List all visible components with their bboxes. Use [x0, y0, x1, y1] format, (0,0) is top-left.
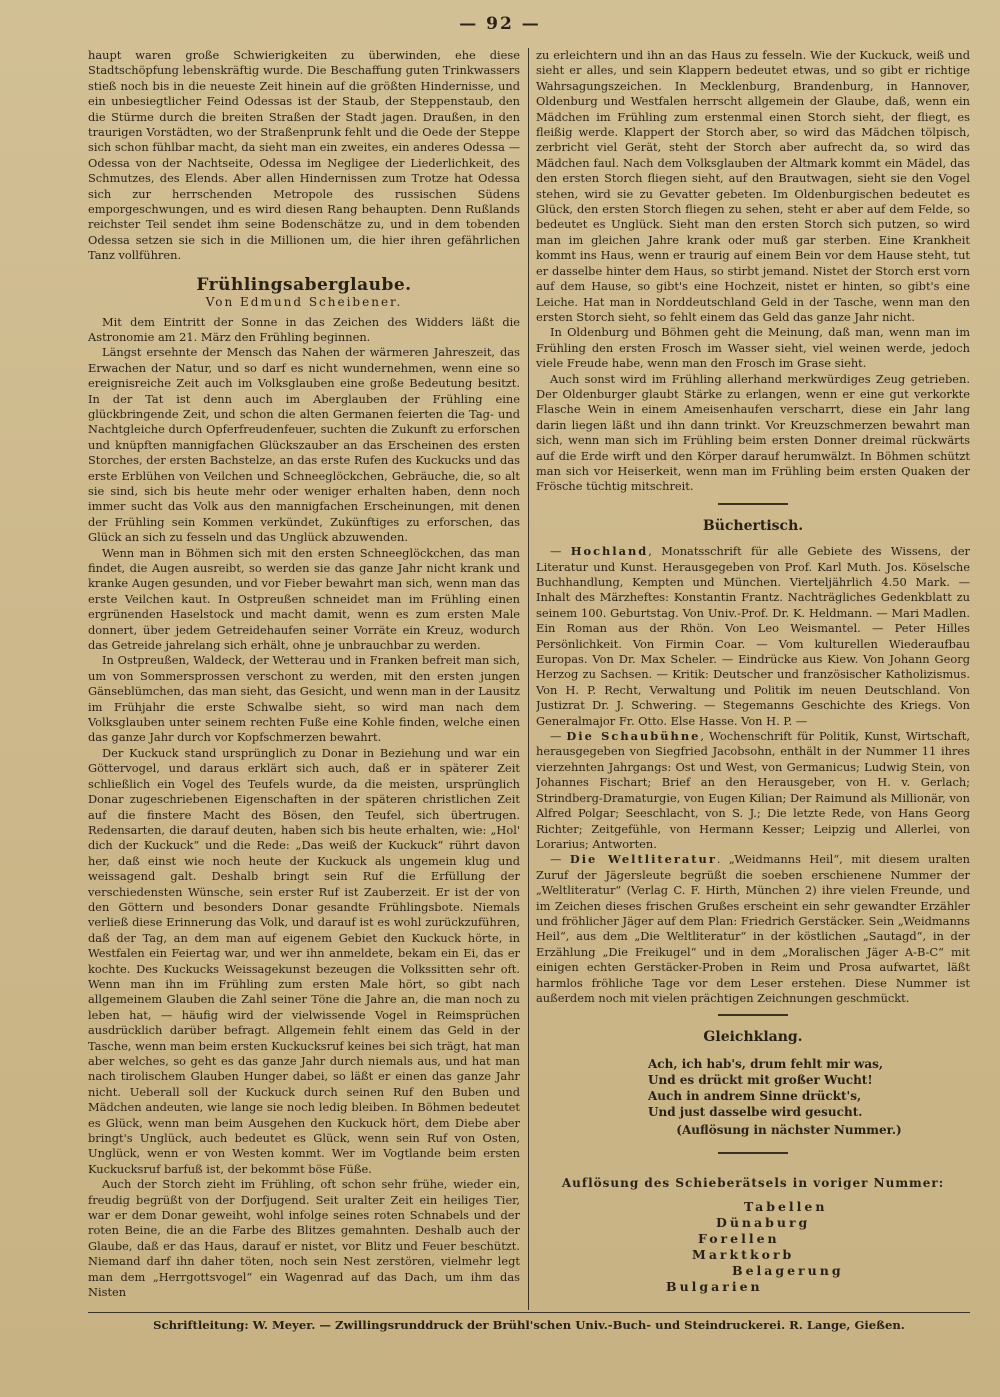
book-text: , Wochenschrift für Politik, Kunst, Wirtschaft, herausgegeben von Siegfried Jacobsohn, enthält in der Nummer 11 ihres vierzehnten Jahrgangs: Ost und West, von Germanicus; Ludwig Stein, von Johannes Fischart; Brief an den Herausgeber, von H. v. Gerlach; Strindberg-Dramaturgie, von Eugen Kilian; Der Raimund als Millionär, von Alfred Polgar; Seeschlacht, von S. J.; Die letzte Rede, von Hans Georg Richter; Zeitgefühle, von Hermann Kesser; Leipzig und Allerlei, von Lorarius; Antworten.: [536, 729, 970, 851]
solution-word: Marktkorb: [692, 1247, 795, 1263]
riddle-line: Und just dasselbe wird gesucht.: [648, 1104, 863, 1119]
footer-divider: [88, 1312, 970, 1313]
article-paragraph: Wenn man in Böhmen sich mit den ersten Schneeglöckchen, das man findet, die Augen ausreibt, so werden sie das ganze Jahr nicht krank und kranke Augen gesunden, und vor Fieber bewahrt man sich, wenn man das erste Veilchen kaut. In Ostpreußen schneidet man im Frühling einen ergrünenden Haselstock und macht damit, wenn es zum ersten Male donnert, über jedem Getreidehaufen seiner Vorräte ein Kreuz, wodurch das Getreide jahrelang sich erhält, ohne je unbrauchbar zu werden.: [88, 545, 520, 653]
article-paragraph: Auch der Storch zieht im Frühling, oft schon sehr frühe, wieder ein, freudig begrüßt von der Dorfjugend. Seit uralter Zeit ein heiliges Tier, war er dem Donar geweiht, wohl infolge seines roten Schnabels und der roten Beine, die an die Farbe des Blitzes gemahnten. Deshalb auch der Glaube, daß er das Haus, darauf er nistet, vor Blitz und Feuer beschützt. Niemand darf ihn daher töten, noch sein Nest zerstören, vielmehr legt man dem „Herrgottsvogel“ ein Wagenrad auf das Dach, um ihm das Nisten: [88, 1177, 520, 1300]
section-divider: [718, 1014, 788, 1016]
article-byline: Von Edmund Scheibener.: [205, 295, 403, 310]
book-review: — Die Schaubühne, Wochenschrift für Politik, Kunst, Wirtschaft, herausgegeben von Siegfried Jacobsohn, enthält in der Nummer 11 ihres vierzehnten Jahrgangs: Ost und West, von Germanicus; Ludwig Stein, von Johannes Fischart; Brief an den Herausgeber, von H. v. Gerlach; Strindberg-Dramaturgie, von Eugen Kilian; Der Raimund als Millionär, von Alfred Polgar; Seeschlacht, von S. J.; Die letzte Rede, von Hans Georg Richter; Zeitgefühle, von Hermann Kesser; Leipzig und Allerlei, von Lorarius; Antworten.: [536, 729, 970, 851]
book-review: — Hochland, Monatsschrift für alle Gebiete des Wissens, der Literatur und Kunst. Herausgegeben von Prof. Karl Muth. Jos. Köselsche Buchhandlung, Kempten und München. Vierteljährlich 4.50 Mark. — Inhalt des Märzheftes: Konstantin Frantz. Nachträgliches Gedenkblatt zu seinem 100. Geburtstag. Von Univ.-Prof. Dr. K. Heldmann. — Mari Madlen. Ein Roman aus der Rhön. Von Leo Weismantel. — Peter Hilles Persönlichkeit. Von Firmin Coar. — Vom kulturellen Wiederaufbau Europas. Von Dr. Max Scheler. — Eindrücke aus Kiew. Von Johann Georg Herzog zu Sachsen. — Kritik: Deutscher und französischer Katholizismus. Von H. P. Recht, Verwaltung und Politik im neuen Deutschland. Von Justizrat Dr. J. Schwering. — Stegemanns Geschichte des Kriegs. Von Generalmajor Fr. Otto. Else Hasse. Von H. P. —: [536, 544, 970, 728]
solution-word: Dünaburg: [716, 1215, 811, 1231]
riddle-line: Auch in andrem Sinne drückt's,: [648, 1088, 862, 1103]
article-paragraph: Auch sonst wird im Frühling allerhand merkwürdiges Zeug getrieben. Der Oldenburger glaubt Stärke zu erlangen, wenn er eine gut verkorkte Flasche Wein in einem Ameisenhaufen verscharrt, diese ein Jahr lang darin liegen läßt und ihn dann trinkt. Vor Kreuzschmerzen bewahrt man sich, wenn man sich im Frühling beim ersten Donner dreimal rückwärts auf die Erde wirft und den Körper darauf herumwälzt. In Böhmen schützt man sich vor Heiserkeit, wenn man im Frühling beim ersten Quaken der Frösche tüchtig mitschreit.: [536, 371, 970, 494]
books-title: Büchertisch.: [702, 517, 804, 534]
imprint-footer: Schriftleitung: W. Meyer. — Zwillingsrunddruck der Brühl'schen Univ.-Buch- und Steindruckerei. R. Lange, Gießen.: [153, 1318, 905, 1332]
article-paragraph: In Oldenburg und Böhmen geht die Meinung, daß man, wenn man im Frühling den ersten Frosch im Wasser sieht, viel weinen werde, jedoch viele Freude habe, wenn man den Frosch im Grase sieht.: [536, 325, 970, 371]
intro-paragraph: haupt waren große Schwierigkeiten zu überwinden, ehe diese Stadtschöpfung lebenskräftig wurde. Die Beschaffung guten Trinkwassers stieß noch bis in die neueste Zeit hinein auf die größten Hindernisse, und ein unbesiegtlicher Feind Odessas ist der Staub, der Steppenstaub, den die Stürme durch die breiten Straßen der Stadt jagen. Draußen, in den traurigen Vorstädten, wo der Straßenprunk fehlt und die Oede der Steppe sich schon fühlbar macht, da sieht man ein zweites, ein anderes Odessa — Odessa von der Nachtseite, Odessa im Negligee der Liederlichkeit, des Schmutzes, des Elends. Aber allen Hindernissen zum Trotze hat Odessa sich zur herrschenden Metropole des russischen Südens emporgeschwungen, und es wird diesen Rang behaupten. Denn Rußlands reichster Teil sendet ihm seine Bodenschätze zu, und in dem tobenden Odessa setzen sie sich in die Millionen um, die hier ihren gefährlichen Tanz vollführen.: [88, 48, 520, 263]
solution-word: Belagerung: [732, 1263, 844, 1279]
book-name: Hochland: [570, 544, 649, 559]
riddle-line: Und es drückt mit großer Wucht!: [648, 1072, 873, 1087]
article-paragraph: Längst ersehnte der Mensch das Nahen der wärmeren Jahreszeit, das Erwachen der Natur, und so darf es nicht wundernehmen, wenn eine so ereignisreiche Zeit auch im Volksglauben eine große Bedeutung besitzt. In der Tat ist denn auch im Aberglauben der Frühling eine glückbringende Zeit, und schon die alten Germanen feierten die Tag- und Nachtgleiche durch Opferfreudenfeuer, suchten die Zukunft zu erforschen und knüpften mannigfachen Glückszauber an das Erscheinen des ersten Storches, der ersten Bachstelze, an das erste Rufen des Kuckucks und das erste Erblühen von Veilchen und Schneeglöckchen, Gebräuche, die, so alt sie sind, sich bis heute mehr oder weniger erhalten haben, denn noch immer sucht das Volk aus den mannigfachen Erscheinungen, mit denen der Frühling sein Kommen verkündet, Zukünftiges zu erforschen, das Glück an sich zu fesseln und das Unglück abzuwenden.: [88, 345, 520, 545]
solution-title: Auflösung des Schieberätsels in voriger Nummer:: [561, 1175, 945, 1190]
riddle-line: Ach, ich hab's, drum fehlt mir was,: [648, 1056, 884, 1071]
solution-word: Tabellen: [744, 1199, 828, 1215]
section-divider: [718, 503, 788, 505]
riddle-poem: [648, 1056, 970, 1138]
article-paragraph: Der Kuckuck stand ursprünglich zu Donar in Beziehung und war ein Göttervogel, und daraus erklärt sich auch, daß er in späterer Zeit schließlich ein Vogel des Teufels wurde, da die meisten, ursprünglich Donar zugeschriebenen Eigenschaften in der späteren christlichen Zeit auf die finstere Macht des Bösen, den Teufel, sich übertrugen. Redensarten, die darauf deuten, haben sich bis heute erhalten, wie: „Hol' dich der Kuckuck“ und die Rede: „Das weiß der Kuckuck“ rührt davon her, daß einst wie noch heute der Kuckuck als ungemein klug und weissagend galt. Deshalb bringt sein Ruf die Erfüllung der verschiedensten Wünsche, sein erster Ruf ist Zauberzeit. Er ist der von den Göttern und besonders Donar gesandte Frühlingsbote. Niemals verließ diese Erinnerung das Volk, und darauf ist es wohl zurückzuführen, daß der Tag, an dem man auf eigenem Gebiet den Kuckuck hörte, in Westfalen ein Feiertag war, und wer ihn anmeldete, bekam ein Ei, das er kochte. Des Kuckucks Weissagekunst bezeugen die Volkssitten sehr oft. Wenn man ihn im Frühling zum ersten Male hört, so gibt nach allgemeinem Glauben die Zahl seiner Töne die Jahre an, die man noch zu leben hat, — häufig wird der vielwissende Vogel in Reimsprüchen ausdrücklich darüber befragt. Allgemein fehlt einem das Geld in der Tasche, wenn man beim ersten Kuckucksruf keines bei sich trägt, hat man aber welches, so geht es das ganze Jahr durch niemals aus, und hat man nach tirolischem Glauben Hunger dabei, so läßt er einen das ganze Jahr nicht. Ueberall soll der Kuckuck durch seinen Ruf den Buben und Mädchen andeuten, wie lange sie noch ledig bleiben. In Böhmen bedeutet es Glück, wenn man beim Ausgehen den Kuckuck hört, dem Diebe aber bringt's Unglück, auch bedeutet es Glück, wenn sein Ruf von Osten, Unglück, wenn er von Westen kommt. Wer im Vogtlande beim ersten Kuckucksruf barfuß ist, der bekommt böse Füße.: [88, 745, 520, 1176]
solution-word: Bulgarien: [666, 1279, 763, 1295]
section-divider: [718, 1152, 788, 1154]
riddle-note: (Auflösung in nächster Nummer.): [676, 1122, 902, 1137]
book-text: , Monatsschrift für alle Gebiete des Wissens, der Literatur und Kunst. Herausgegeben von Prof. Karl Muth. Jos. Köselsche Buchhandlung, Kempten und München. Vierteljährlich 4.50 Mark. — Inhalt des Märzheftes: Konstantin Frantz. Nachträgliches Gedenkblatt zu seinem 100. Geburtstag. Von Univ.-Prof. Dr. K. Heldmann. — Mari Madlen. Ein Roman aus der Rhön. Von Leo Weismantel. — Peter Hilles Persönlichkeit. Von Firmin Coar. — Vom kulturellen Wiederaufbau Europas. Von Dr. Max Scheler. — Eindrücke aus Kiew. Von Johann Georg Herzog zu Sachsen. — Kritik: Deutscher und französischer Katholizismus. Von H. P. Recht, Verwaltung und Politik im neuen Deutschland. Von Justizrat Dr. J. Schwering. — Stegemanns Geschichte des Kriegs. Von Generalmajor Fr. Otto. Else Hasse. Von H. P. —: [536, 544, 970, 728]
article-paragraph: In Ostpreußen, Waldeck, der Wetterau und in Franken befreit man sich, um von Sommersprossen verschont zu werden, mit den ersten jungen Gänseblümchen, das man sieht, das Gesicht, und wenn man in der Lausitz im Frühjahr die erste Schwalbe sieht, so wird man nach dem Volksglauben unter seinem rechten Fuße eine Kohle finden, welche einen das ganze Jahr durch vor Kopfschmerzen bewahrt.: [88, 653, 520, 745]
page-number: — 92 —: [459, 14, 541, 34]
article-paragraph: zu erleichtern und ihn an das Haus zu fesseln. Wie der Kuckuck, weiß und sieht er alles, und sein Klappern bedeutet etwas, und so gibt er richtige Wahrsagungszeichen. In Mecklenburg, Brandenburg, in Hannover, Oldenburg und Westfalen herrscht allgemein der Glaube, daß, wenn ein Mädchen im Frühling zum erstenmal einen Storch sieht, der fliegt, es fleißig werde. Klappert der Storch aber, so wird das Mädchen tölpisch, zerbricht viel Gerät, steht der Storch aber aufrecht da, so wird das Mädchen faul. Nach dem Volksglauben der Altmark kommt ein Mädel, das den ersten Storch fliegen sieht, auf den Brautwagen, sieht sie den Vogel stehen, wird sie zu Gevatter gebeten. Im Oldenburgischen bedeutet es Glück, den ersten Storch fliegen zu sehen, steht er aber auf dem Felde, so bedeutet es Unglück. Sieht man den ersten Storch sich putzen, so wird man im gleichen Jahre krank oder muß gar sterben. Eine Krankheit kommt ins Haus, wenn er traurig auf einem Bein vor dem Hause steht, tut er dasselbe hinter dem Haus, so stirbt jemand. Nistet der Storch erst vorn auf dem Hause, so gibt's eine Hochzeit, nistet er hinten, so gibt's eine Leiche. Hat man in Norddeutschland Geld in der Tasche, wenn man den ersten Storch sieht, so fehlt einem das Geld das ganze Jahr nicht.: [536, 48, 970, 324]
article-title: Frühlingsaberglaube.: [196, 274, 412, 295]
book-text: . „Weidmanns Heil“, mit diesem uralten Zuruf der Jägersleute begrüßt die soeben erschienene Nummer der „Weltliteratur“ (Verlag C. F. Hirth, München 2) ihre vielen Freunde, und im Zeichen dieses frischen Grußes erscheint ein sehr gewandter Erzähler und fröhlicher Jäger auf dem Plan: Friedrich Gerstäcker. Sein „Weidmanns Heil“, aus dem „Die Weltliteratur“ in der köstlichen „Sautagd“, in der Erzählung „Die Freikugel“ und in dem „Moralischen Jäger A-B-C“ mit einigen echten Gerstäcker-Proben in Reim und Prosa aufwartet, läßt harmlos fröhliche Tage vor dem Leser erstehen. Diese Nummer ist außerdem noch mit vielen prächtigen Zeichnungen geschmückt.: [536, 852, 970, 1005]
right-column: [536, 48, 970, 1310]
column-divider: [528, 48, 529, 1310]
book-name: Die Schaubühne: [566, 729, 701, 744]
riddle-title: Gleichklang.: [703, 1029, 803, 1046]
left-column: [88, 48, 520, 1310]
article-paragraph: Mit dem Eintritt der Sonne in das Zeichen des Widders läßt die Astronomie am 21. März den Frühling beginnen.: [88, 314, 520, 344]
book-review: — Die Weltliteratur. „Weidmanns Heil“, mit diesem uralten Zuruf der Jägersleute begrüßt die soeben erschienene Nummer der „Weltliteratur“ (Verlag C. F. Hirth, München 2) ihre vielen Freunde, und im Zeichen dieses frischen Grußes erscheint ein sehr gewandter Erzähler und fröhlicher Jäger auf dem Plan: Friedrich Gerstäcker. Sein „Weidmanns Heil“, aus dem „Die Weltliteratur“ in der köstlichen „Sautagd“, in der Erzählung „Die Freikugel“ und in dem „Moralischen Jäger A-B-C“ mit einigen echten Gerstäcker-Proben in Reim und Prosa aufwartet, läßt harmlos fröhliche Tage vor dem Leser erstehen. Diese Nummer ist außerdem noch mit vielen prächtigen Zeichnungen geschmückt.: [536, 852, 970, 1005]
solution-word: Forellen: [698, 1231, 780, 1247]
book-name: Die Weltliteratur: [569, 852, 717, 867]
